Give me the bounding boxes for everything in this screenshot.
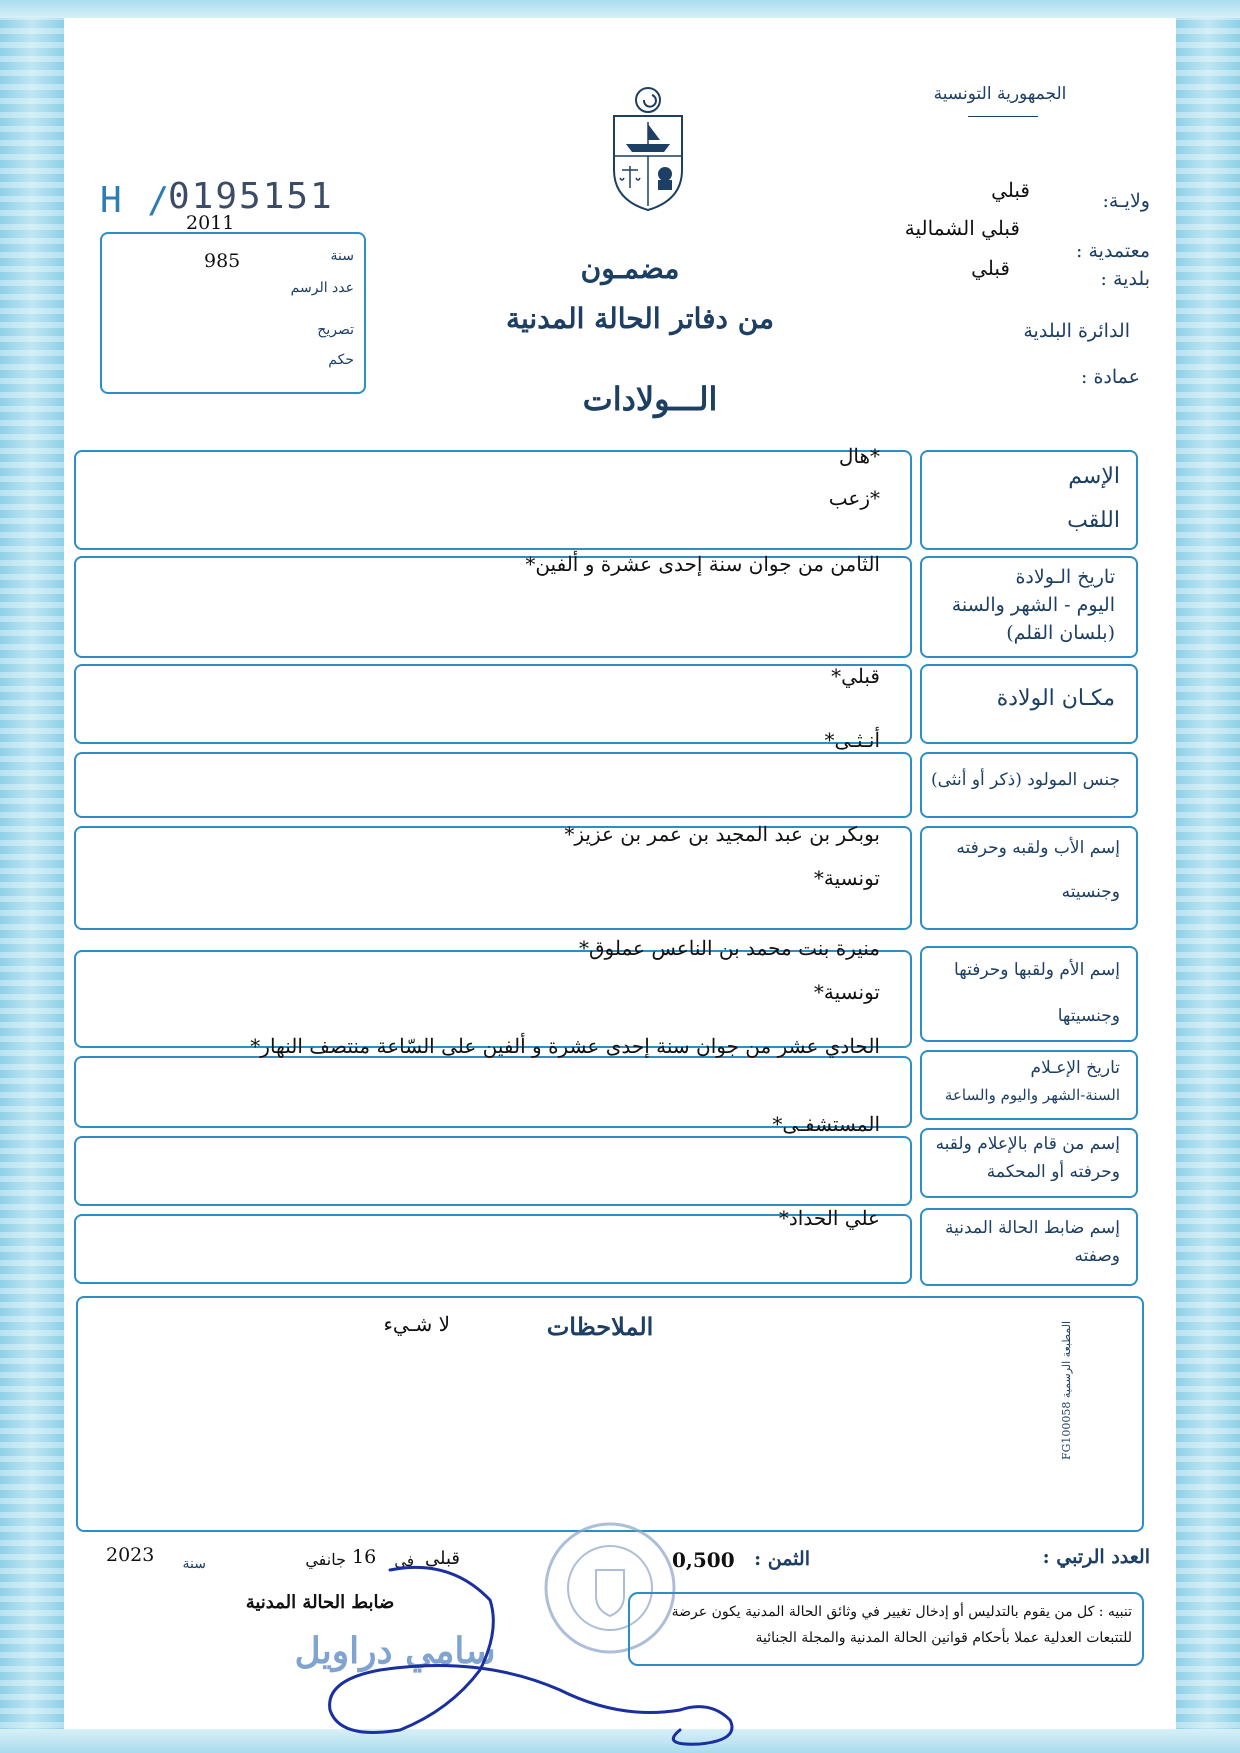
right-decorative-border (1176, 0, 1240, 1753)
remarks-value: لا شـيء (383, 1312, 450, 1336)
register-year-value: 2011 (186, 212, 235, 234)
dob-value: الثامن من جوان سنة إحدى عشرة و ألفين* (525, 552, 880, 576)
officer-label-1: إسم ضابط الحالة المدنية (945, 1218, 1120, 1238)
mother-label-1: إسم الأم ولقبها وحرفتها (954, 960, 1120, 980)
title-line3: الـــولادات (582, 380, 718, 418)
sex-value-box (74, 752, 912, 818)
footer-price-value: 0,500 (672, 1548, 735, 1572)
wilaya-value: قبلي (991, 178, 1030, 202)
footer-in: في (394, 1552, 414, 1570)
dob-label-1: تاريخ الـولادة (1015, 566, 1115, 588)
pob-value: قبلي* (831, 664, 880, 688)
register-year-label: سنة (330, 248, 354, 264)
left-decorative-border (0, 0, 64, 1753)
omda-label: عمادة : (1081, 366, 1140, 388)
warning-line-2: للتتبعات العدلية عملا بأحكام قوانين الحالة المدنية والمجلة الجنائية (755, 1630, 1132, 1646)
footer-year-label: سنة (182, 1556, 206, 1572)
name-value: *هال (838, 444, 880, 468)
officer-value: علي الحداد* (778, 1206, 880, 1230)
informer-value: المستشفـى* (772, 1112, 880, 1136)
father-value: بوبكر بن عبد المجيد بن عمر بن عزيز* (564, 822, 880, 846)
dob-label-2: اليوم - الشهر والسنة (951, 594, 1115, 616)
title-line1: مضمـون (580, 252, 680, 285)
father-nationality: تونسية* (813, 866, 880, 890)
footer-serial-label: العدد الرتبي : (1042, 1546, 1150, 1568)
footer-officer-title: ضابط الحالة المدنية (245, 1592, 395, 1613)
footer-place: قبلي (425, 1548, 460, 1569)
wilaya-label: ولايـة: (1102, 190, 1150, 212)
baladiya-value: قبلي (971, 256, 1010, 280)
footer-year-value: 2023 (106, 1544, 155, 1566)
informer-label-2: وحرفته أو المحكمة (986, 1162, 1120, 1182)
title-line2: من دفاتر الحالة المدنية (505, 302, 775, 335)
baladiya-label: بلدية : (1100, 268, 1150, 290)
side-print-code: المطبعة الرسمية FG100058 (1060, 1321, 1073, 1460)
sex-value: أنـثـى* (824, 728, 880, 752)
surname-value: *زعب (828, 486, 880, 510)
footer-month: جانفي (305, 1550, 346, 1569)
name-label: الإسم (1068, 464, 1120, 489)
warning-line-1: تنبيه : كل من يقوم بالتدليس أو إدخال تغيير في وثائق الحالة المدنية يكون عرضة (671, 1604, 1132, 1620)
sex-label: جنس المولود (ذكر أو أنثى) (931, 770, 1120, 790)
republic-title: الجمهورية التونسية (933, 84, 1067, 104)
father-label-1: إسم الأب ولقبه وحرفته (956, 838, 1120, 858)
serial-prefix: H / (100, 180, 172, 221)
remarks-label: الملاحظات (546, 1312, 654, 1341)
notice-label-2: السنة-الشهر واليوم والساعة (944, 1086, 1120, 1104)
coat-of-arms-icon (608, 82, 688, 212)
serial-number: 0195151 (168, 176, 334, 217)
footer-day: 16 (352, 1546, 377, 1568)
informer-value-box (74, 1136, 912, 1206)
mutamadiya-label: معتمدية : (1076, 240, 1150, 262)
register-number-value: 985 (204, 250, 241, 272)
register-judgment: حكم (328, 352, 354, 368)
mother-label-2: وجنسيتها (1057, 1006, 1120, 1026)
notice-value: الحادي عشر من جوان سنة إحدى عشرة و ألفين على السّاعة منتصف النهار* (250, 1034, 880, 1058)
surname-label: اللقب (1067, 508, 1120, 533)
footer-price-label: الثمن : (754, 1548, 810, 1570)
register-number-label: عدد الرسم (290, 280, 354, 296)
daira-label: الدائرة البلدية (1023, 320, 1130, 342)
register-declaration: تصريح (317, 322, 354, 338)
mother-value: منيرة بنت محمد بن الناعس عملوق* (579, 936, 880, 960)
mother-nationality: تونسية* (813, 980, 880, 1004)
informer-label-1: إسم من قام بالإعلام ولقبه (935, 1134, 1120, 1154)
top-decorative-border (0, 0, 1240, 18)
father-label-2: وجنسيته (1061, 882, 1120, 902)
notice-label-1: تاريخ الإعـلام (1030, 1058, 1120, 1078)
dob-label-3: (بلسان القلم) (1006, 622, 1115, 644)
pob-label: مكـان الولادة (996, 686, 1115, 711)
officer-label-2: وصفته (1074, 1246, 1120, 1266)
footer-officer-name-stamp: سامي دراويل (294, 1630, 496, 1672)
republic-underline (968, 116, 1038, 118)
mutamadiya-value: قبلي الشمالية (904, 216, 1020, 240)
